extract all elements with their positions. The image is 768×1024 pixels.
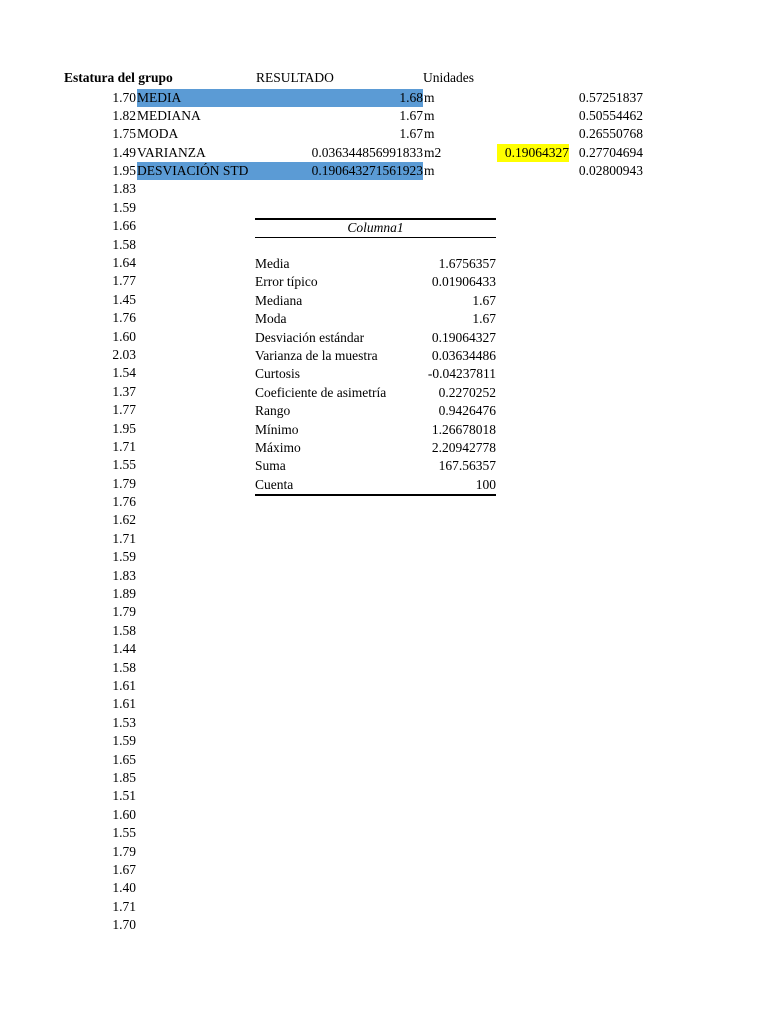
stats-value[interactable]: 2.20942778: [431, 439, 496, 455]
height-cell[interactable]: 1.85: [112, 769, 136, 785]
stats-value[interactable]: 1.26678018: [431, 421, 496, 437]
height-cell[interactable]: 1.70: [112, 917, 136, 933]
unit-mediana[interactable]: m: [424, 107, 435, 123]
value-moda[interactable]: 1.67: [399, 126, 423, 142]
stats-table-title[interactable]: Columna1: [347, 220, 404, 235]
stats-row: [255, 365, 496, 383]
heights-column: [100, 89, 136, 935]
height-cell[interactable]: 1.60: [112, 328, 136, 344]
unit-desviacion[interactable]: m: [424, 163, 435, 179]
height-cell[interactable]: 1.40: [112, 880, 136, 896]
height-cell[interactable]: 1.55: [112, 457, 136, 473]
height-cell[interactable]: 1.79: [112, 604, 136, 620]
stats-label[interactable]: Media: [255, 256, 290, 271]
unit-varianza[interactable]: m2: [424, 144, 442, 160]
height-cell[interactable]: 1.95: [112, 163, 136, 179]
height-cell[interactable]: 1.58: [112, 659, 136, 675]
height-cell[interactable]: 1.45: [112, 291, 136, 307]
stats-label[interactable]: Desviación estándar: [255, 329, 365, 345]
stats-row: [255, 457, 496, 475]
height-cell[interactable]: 1.66: [112, 218, 136, 234]
height-cell[interactable]: 1.59: [112, 549, 136, 565]
stats-label[interactable]: Varianza de la muestra: [255, 347, 378, 363]
table-header-border: [255, 237, 496, 238]
stats-row: [255, 476, 496, 494]
stats-row: [255, 273, 496, 291]
unit-moda[interactable]: m: [424, 126, 435, 142]
header-unidades[interactable]: Unidades: [423, 70, 474, 85]
right-value-cell[interactable]: 0.26550768: [578, 126, 643, 142]
height-cell[interactable]: 1.89: [112, 586, 136, 602]
height-cell[interactable]: 1.70: [112, 89, 136, 105]
stats-value[interactable]: 0.2270252: [438, 384, 496, 400]
right-value-cell[interactable]: 0.50554462: [578, 107, 643, 123]
height-cell[interactable]: 1.75: [112, 126, 136, 142]
height-cell[interactable]: 1.51: [112, 788, 136, 804]
height-cell[interactable]: 1.76: [112, 494, 136, 510]
stats-row: [255, 255, 496, 273]
stats-label[interactable]: Máximo: [255, 439, 301, 455]
stats-value[interactable]: 0.01906433: [431, 274, 496, 290]
highlighted-std-cell[interactable]: 0.19064327: [497, 144, 569, 162]
stats-label[interactable]: Curtosis: [255, 366, 301, 382]
right-values-column: [560, 89, 643, 181]
height-cell[interactable]: 1.60: [112, 806, 136, 822]
stats-value[interactable]: -0.04237811: [427, 366, 496, 382]
stats-row: [255, 347, 496, 365]
height-cell[interactable]: 1.79: [112, 843, 136, 859]
height-cell[interactable]: 1.76: [112, 310, 136, 326]
stats-label[interactable]: Coeficiente de asimetría: [255, 384, 387, 400]
height-cell[interactable]: 1.95: [112, 420, 136, 436]
height-cell[interactable]: 1.37: [112, 383, 136, 399]
height-cell[interactable]: 1.59: [112, 199, 136, 215]
stats-table-body: [255, 255, 496, 494]
value-mediana[interactable]: 1.67: [399, 107, 423, 123]
height-cell[interactable]: 1.53: [112, 714, 136, 730]
stats-value[interactable]: 167.56357: [438, 458, 496, 474]
label-moda[interactable]: MODA: [137, 126, 179, 142]
height-cell[interactable]: 1.59: [112, 733, 136, 749]
stats-row: [255, 292, 496, 310]
height-cell[interactable]: 1.67: [112, 861, 136, 877]
height-cell[interactable]: 1.83: [112, 567, 136, 583]
height-cell[interactable]: 1.54: [112, 365, 136, 381]
table-bottom-border: [255, 494, 496, 496]
stats-label[interactable]: Mediana: [255, 292, 303, 308]
height-cell[interactable]: 1.58: [112, 622, 136, 638]
label-desviacion[interactable]: DESVIACIÓN STD: [137, 162, 252, 180]
stats-label[interactable]: Moda: [255, 311, 287, 327]
height-cell[interactable]: 1.49: [112, 144, 136, 160]
height-cell[interactable]: 1.77: [112, 273, 136, 289]
label-media[interactable]: MEDIA: [137, 89, 252, 107]
height-cell[interactable]: 1.71: [112, 530, 136, 546]
value-varianza[interactable]: 0.036344856991833: [311, 144, 423, 160]
label-varianza[interactable]: VARIANZA: [137, 144, 206, 160]
stats-row: [255, 421, 496, 439]
stats-value[interactable]: 0.03634486: [431, 347, 496, 363]
height-cell[interactable]: 1.44: [112, 641, 136, 657]
height-cell[interactable]: 2.03: [112, 346, 136, 362]
stats-label[interactable]: Mínimo: [255, 421, 299, 437]
height-cell[interactable]: 1.65: [112, 751, 136, 767]
stats-row: [255, 402, 496, 420]
stats-value[interactable]: 0.9426476: [438, 403, 496, 419]
value-desviacion[interactable]: 0.190643271561923: [252, 162, 423, 180]
height-cell[interactable]: 1.71: [112, 898, 136, 914]
header-resultado[interactable]: RESULTADO: [256, 70, 334, 85]
stats-row: [255, 329, 496, 347]
right-value-cell[interactable]: 0.57251837: [578, 89, 643, 105]
stats-label[interactable]: Suma: [255, 458, 286, 474]
header-estatura[interactable]: Estatura del grupo: [64, 70, 173, 85]
height-cell[interactable]: 1.61: [112, 696, 136, 712]
stats-label[interactable]: Cuenta: [255, 476, 294, 492]
unit-media[interactable]: m: [424, 89, 435, 105]
label-mediana[interactable]: MEDIANA: [137, 107, 201, 123]
stats-value[interactable]: 1.6756357: [438, 256, 496, 271]
height-cell[interactable]: 1.62: [112, 512, 136, 528]
stats-value[interactable]: 0.19064327: [431, 329, 496, 345]
height-cell[interactable]: 1.83: [112, 181, 136, 197]
right-value-cell[interactable]: 0.02800943: [578, 163, 643, 179]
stats-row: [255, 439, 496, 457]
stats-value[interactable]: 1.67: [472, 311, 496, 327]
stats-value[interactable]: 100: [475, 476, 496, 492]
value-media[interactable]: 1.68: [252, 89, 423, 107]
stats-value[interactable]: 1.67: [472, 292, 496, 308]
height-cell[interactable]: 1.64: [112, 255, 136, 271]
height-cell[interactable]: 1.58: [112, 236, 136, 252]
stats-label[interactable]: Error típico: [255, 274, 318, 290]
height-cell[interactable]: 1.82: [112, 107, 136, 123]
stats-row: [255, 384, 496, 402]
height-cell[interactable]: 1.71: [112, 438, 136, 454]
height-cell[interactable]: 1.77: [112, 402, 136, 418]
right-value-cell[interactable]: 0.27704694: [578, 144, 643, 160]
height-cell[interactable]: 1.79: [112, 475, 136, 491]
height-cell[interactable]: 1.61: [112, 678, 136, 693]
stats-row: [255, 310, 496, 328]
height-cell[interactable]: 1.55: [112, 825, 136, 841]
stats-label[interactable]: Rango: [255, 403, 291, 419]
